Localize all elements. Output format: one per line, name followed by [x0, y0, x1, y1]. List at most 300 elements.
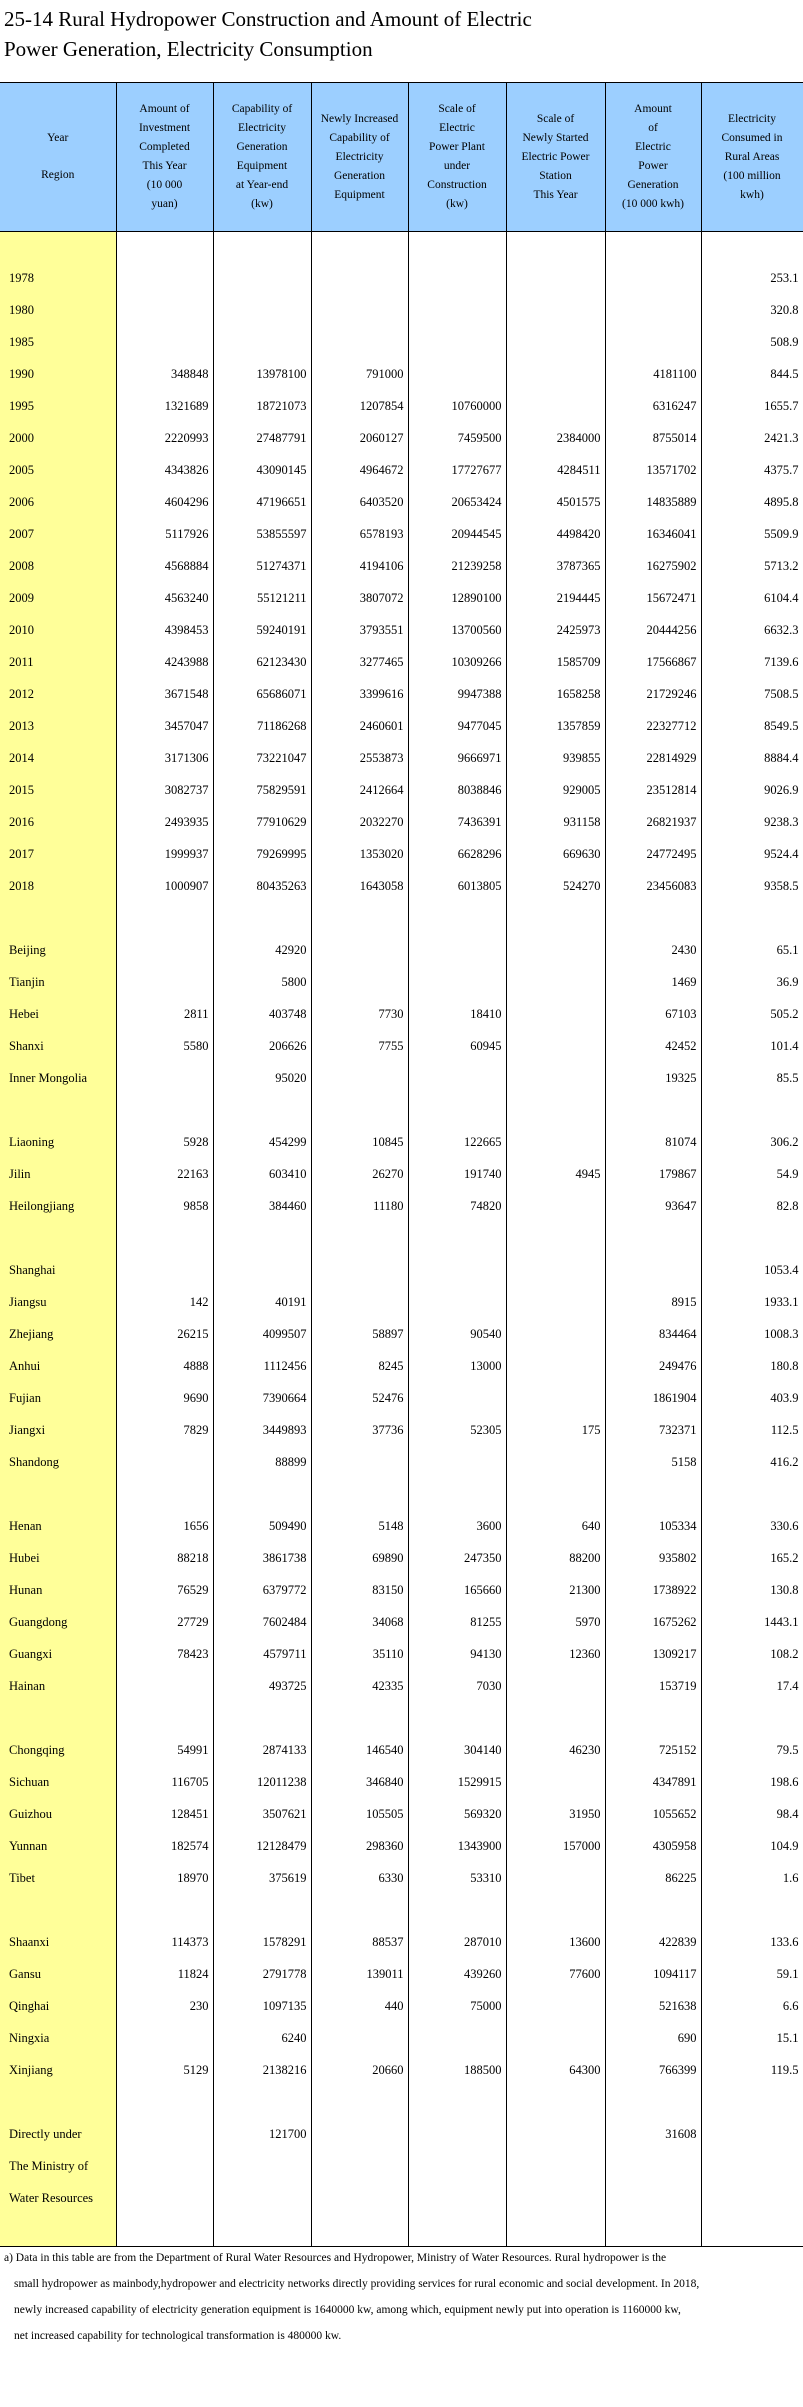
table-row [0, 742, 803, 774]
table-row [0, 1318, 803, 1350]
table-cell: 5580 [116, 1030, 213, 1062]
table-row [0, 1958, 803, 1990]
header-line: (kw) [446, 198, 468, 210]
table-cell: 2553873 [311, 742, 408, 774]
footnote-line: newly increased capability of electricity generation equipment is 1640000 kw, among which, equipment newly put into operation is 1160000 kw, [14, 2304, 681, 2316]
table-cell: 1094117 [605, 1958, 701, 1990]
table-cell [701, 1094, 803, 1126]
row-label: Jiangsu [0, 1286, 116, 1318]
table-cell: 7829 [116, 1414, 213, 1446]
table-cell [311, 2182, 408, 2214]
table-cell: 16346041 [605, 518, 701, 550]
table-cell: 6578193 [311, 518, 408, 550]
table-cell [408, 934, 506, 966]
table-cell: 1643058 [311, 870, 408, 902]
table-cell: 95020 [213, 1062, 311, 1094]
table-cell [213, 294, 311, 326]
row-label: Hainan [0, 1670, 116, 1702]
table-cell [408, 2150, 506, 2182]
table-cell [408, 326, 506, 358]
table-body [0, 232, 803, 2247]
header-line: Equipment [236, 160, 288, 172]
spacer-row [0, 902, 803, 934]
header-line: Generation [627, 179, 679, 191]
table-cell: 1321689 [116, 390, 213, 422]
header-line: (100 million [723, 169, 781, 182]
row-label: Hubei [0, 1542, 116, 1574]
table-cell: 1000907 [116, 870, 213, 902]
table-cell [408, 1062, 506, 1094]
table-cell [506, 934, 605, 966]
table-cell: 90540 [408, 1318, 506, 1350]
table-cell [116, 1670, 213, 1702]
row-label [0, 902, 116, 934]
table-cell [116, 1254, 213, 1286]
table-cell: 77910629 [213, 806, 311, 838]
table-cell: 2425973 [506, 614, 605, 646]
spacer-row [0, 1894, 803, 1926]
table-cell: 1207854 [311, 390, 408, 422]
table-cell [605, 902, 701, 934]
table-cell: 422839 [605, 1926, 701, 1958]
table-cell: 3600 [408, 1510, 506, 1542]
table-cell: 4343826 [116, 454, 213, 486]
table-cell: 27487791 [213, 422, 311, 454]
row-label: Guangxi [0, 1638, 116, 1670]
table-row [0, 1990, 803, 2022]
table-row [0, 806, 803, 838]
table-cell [506, 1318, 605, 1350]
table-cell: 3449893 [213, 1414, 311, 1446]
table-cell: 3787365 [506, 550, 605, 582]
table-cell: 128451 [116, 1798, 213, 1830]
table-row [0, 838, 803, 870]
table-cell: 7755 [311, 1030, 408, 1062]
table-cell: 94130 [408, 1638, 506, 1670]
table-cell: 6379772 [213, 1574, 311, 1606]
table-row [0, 1670, 803, 1702]
table-cell: 1343900 [408, 1830, 506, 1862]
header-column-4 [408, 83, 506, 232]
row-label: Hebei [0, 998, 116, 1030]
table-row [0, 1350, 803, 1382]
row-label: Heilongjiang [0, 1190, 116, 1222]
row-label: 2005 [0, 454, 116, 486]
row-label: 2008 [0, 550, 116, 582]
table-cell [311, 1286, 408, 1318]
table-cell: 7508.5 [701, 678, 803, 710]
table-cell: 12360 [506, 1638, 605, 1670]
spacer-row [0, 2214, 803, 2247]
table-cell: 3082737 [116, 774, 213, 806]
table-row [0, 294, 803, 326]
header-line: of [648, 122, 658, 134]
table-cell: 18970 [116, 1862, 213, 1894]
table-row [0, 422, 803, 454]
table-cell: 5129 [116, 2054, 213, 2086]
table-cell: 766399 [605, 2054, 701, 2086]
table-row [0, 1158, 803, 1190]
table-cell [506, 1382, 605, 1414]
table-cell: 4181100 [605, 358, 701, 390]
row-label: Water Resources [0, 2182, 116, 2214]
table-cell [213, 232, 311, 263]
table-cell [311, 966, 408, 998]
table-cell: 1353020 [311, 838, 408, 870]
table-cell: 7730 [311, 998, 408, 1030]
table-cell [408, 1286, 506, 1318]
table-cell: 59240191 [213, 614, 311, 646]
table-cell: 13571702 [605, 454, 701, 486]
row-label: 1978 [0, 262, 116, 294]
table-cell [701, 232, 803, 263]
table-cell: 4347891 [605, 1766, 701, 1798]
table-row [0, 966, 803, 998]
row-label: Jilin [0, 1158, 116, 1190]
header-line: Electric [635, 141, 671, 153]
table-cell: 6403520 [311, 486, 408, 518]
table-cell: 180.8 [701, 1350, 803, 1382]
table-cell: 175 [506, 1414, 605, 1446]
header-line: Electricity [238, 122, 286, 134]
row-label: The Ministry of [0, 2150, 116, 2182]
header-line: Rural Areas [724, 150, 780, 163]
table-cell: 3171306 [116, 742, 213, 774]
row-label: Hunan [0, 1574, 116, 1606]
header-line: Electricity [728, 112, 776, 125]
table-cell: 253.1 [701, 262, 803, 294]
table-cell: 23512814 [605, 774, 701, 806]
table-cell: 42452 [605, 1030, 701, 1062]
table-cell [213, 2182, 311, 2214]
spacer-row [0, 1094, 803, 1126]
table-cell [605, 232, 701, 263]
table-row [0, 710, 803, 742]
table-row [0, 1190, 803, 1222]
row-label: 2000 [0, 422, 116, 454]
row-label [0, 1894, 116, 1926]
header-line: Year [47, 132, 69, 144]
table-cell: 2430 [605, 934, 701, 966]
table-cell: 1658258 [506, 678, 605, 710]
table-cell: 4579711 [213, 1638, 311, 1670]
table-cell [605, 2214, 701, 2247]
table-cell [311, 1894, 408, 1926]
row-label: 1995 [0, 390, 116, 422]
table-cell [701, 2150, 803, 2182]
table-cell [506, 2022, 605, 2054]
table-row [0, 1446, 803, 1478]
table-cell: 15672471 [605, 582, 701, 614]
table-cell [116, 232, 213, 263]
table-cell: 9666971 [408, 742, 506, 774]
table-row [0, 774, 803, 806]
table-cell: 509490 [213, 1510, 311, 1542]
table-cell: 9947388 [408, 678, 506, 710]
table-cell [605, 2182, 701, 2214]
table-cell: 8884.4 [701, 742, 803, 774]
table-cell [213, 326, 311, 358]
table-cell: 2493935 [116, 806, 213, 838]
table-cell: 7139.6 [701, 646, 803, 678]
table-cell: 1933.1 [701, 1286, 803, 1318]
table-cell [506, 1862, 605, 1894]
header-line: Station [539, 169, 572, 182]
table-cell: 74820 [408, 1190, 506, 1222]
table-row [0, 934, 803, 966]
table-cell: 454299 [213, 1126, 311, 1158]
table-cell: 6013805 [408, 870, 506, 902]
table-cell [506, 966, 605, 998]
table-cell: 182574 [116, 1830, 213, 1862]
header-year-region [0, 83, 116, 232]
table-cell [311, 1446, 408, 1478]
table-cell: 834464 [605, 1318, 701, 1350]
table-cell: 43090145 [213, 454, 311, 486]
table-cell: 384460 [213, 1190, 311, 1222]
table-cell: 505.2 [701, 998, 803, 1030]
table-cell [701, 902, 803, 934]
table-cell: 493725 [213, 1670, 311, 1702]
row-label: 2006 [0, 486, 116, 518]
table-cell: 5713.2 [701, 550, 803, 582]
row-label [0, 1094, 116, 1126]
table-cell: 52305 [408, 1414, 506, 1446]
table-cell [506, 1190, 605, 1222]
row-label: Shandong [0, 1446, 116, 1478]
table-cell [213, 2214, 311, 2247]
table-row [0, 2150, 803, 2182]
table-cell [408, 1446, 506, 1478]
table-cell: 108.2 [701, 1638, 803, 1670]
table-cell: 114373 [116, 1926, 213, 1958]
table-cell: 2220993 [116, 422, 213, 454]
table-row [0, 614, 803, 646]
header-line: Construction [427, 179, 487, 191]
table-cell: 21729246 [605, 678, 701, 710]
table-row [0, 550, 803, 582]
header-column-1 [116, 83, 213, 232]
table-cell [605, 1222, 701, 1254]
table-cell: 191740 [408, 1158, 506, 1190]
table-cell: 1585709 [506, 646, 605, 678]
table-cell: 60945 [408, 1030, 506, 1062]
table-cell: 230 [116, 1990, 213, 2022]
table-cell: 85.5 [701, 1062, 803, 1094]
table-cell: 3671548 [116, 678, 213, 710]
table-cell: 142 [116, 1286, 213, 1318]
title-line-2: Power Generation, Electricity Consumption [4, 37, 373, 61]
table-cell: 1738922 [605, 1574, 701, 1606]
row-label: Inner Mongolia [0, 1062, 116, 1094]
table-cell [408, 1222, 506, 1254]
table-cell [408, 2182, 506, 2214]
table-cell: 53855597 [213, 518, 311, 550]
table-cell [506, 358, 605, 390]
header-column-3 [311, 83, 408, 232]
table-cell: 9026.9 [701, 774, 803, 806]
table-cell: 939855 [506, 742, 605, 774]
table-cell: 348848 [116, 358, 213, 390]
table-cell: 508.9 [701, 326, 803, 358]
table-cell [311, 1094, 408, 1126]
header-line: Region [41, 169, 75, 181]
table-row [0, 1030, 803, 1062]
table-cell: 6330 [311, 1862, 408, 1894]
table-cell: 20653424 [408, 486, 506, 518]
table-cell [116, 1094, 213, 1126]
table-cell: 93647 [605, 1190, 701, 1222]
header-line: Power [638, 160, 668, 172]
table-row [0, 358, 803, 390]
row-label: 2015 [0, 774, 116, 806]
table-cell [116, 2118, 213, 2150]
table-cell: 7030 [408, 1670, 506, 1702]
table-cell [408, 1094, 506, 1126]
table-cell: 9524.4 [701, 838, 803, 870]
table-cell [213, 1894, 311, 1926]
table-cell: 2138216 [213, 2054, 311, 2086]
table-row [0, 870, 803, 902]
row-label: Zhejiang [0, 1318, 116, 1350]
table-cell: 1655.7 [701, 390, 803, 422]
table-row [0, 998, 803, 1030]
row-label: 2007 [0, 518, 116, 550]
table-cell [506, 1062, 605, 1094]
table-cell [408, 1702, 506, 1734]
table-cell: 2412664 [311, 774, 408, 806]
table-cell: 105505 [311, 1798, 408, 1830]
table-cell: 440 [311, 1990, 408, 2022]
table-cell [506, 390, 605, 422]
spacer-row [0, 232, 803, 263]
table-cell: 3399616 [311, 678, 408, 710]
header-line: Completed [139, 141, 190, 153]
row-label: 2018 [0, 870, 116, 902]
row-label: Chongqing [0, 1734, 116, 1766]
table-cell [506, 1990, 605, 2022]
table-cell: 4604296 [116, 486, 213, 518]
table-cell: 935802 [605, 1542, 701, 1574]
header-line: Scale of [438, 103, 476, 115]
table-cell [116, 1222, 213, 1254]
table-cell [311, 902, 408, 934]
table-cell: 8245 [311, 1350, 408, 1382]
table-cell: 3457047 [116, 710, 213, 742]
header-line: Equipment [334, 188, 385, 201]
table-cell: 3793551 [311, 614, 408, 646]
header-line: This Year [142, 160, 187, 172]
table-row [0, 1510, 803, 1542]
table-cell: 9858 [116, 1190, 213, 1222]
table-cell [408, 262, 506, 294]
table-cell: 73221047 [213, 742, 311, 774]
table-cell [506, 1766, 605, 1798]
table-cell [311, 2118, 408, 2150]
table-cell: 929005 [506, 774, 605, 806]
row-label [0, 1702, 116, 1734]
table-row [0, 1542, 803, 1574]
table-cell [605, 1894, 701, 1926]
table-cell: 5117926 [116, 518, 213, 550]
page-title [4, 4, 532, 64]
table-row [0, 1286, 803, 1318]
table-cell: 2194445 [506, 582, 605, 614]
table-cell: 13000 [408, 1350, 506, 1382]
table-cell: 23456083 [605, 870, 701, 902]
table-row [0, 454, 803, 486]
table-cell [605, 2086, 701, 2118]
table-cell: 206626 [213, 1030, 311, 1062]
table-cell: 2060127 [311, 422, 408, 454]
table-cell: 17566867 [605, 646, 701, 678]
table-cell [506, 1126, 605, 1158]
table-cell: 69890 [311, 1542, 408, 1574]
table-row [0, 1254, 803, 1286]
table-cell: 5158 [605, 1446, 701, 1478]
spacer-row [0, 2086, 803, 2118]
header-line: Consumed in [721, 131, 783, 144]
table-cell: 14835889 [605, 486, 701, 518]
row-label: 2014 [0, 742, 116, 774]
table-cell [213, 1254, 311, 1286]
table-cell: 2874133 [213, 1734, 311, 1766]
header-column-7 [701, 83, 803, 232]
table-cell: 62123430 [213, 646, 311, 678]
table-cell: 725152 [605, 1734, 701, 1766]
table-cell: 4498420 [506, 518, 605, 550]
table-cell: 55121211 [213, 582, 311, 614]
table-cell [605, 1478, 701, 1510]
table-cell [213, 1702, 311, 1734]
table-cell: 1.6 [701, 1862, 803, 1894]
header-line: Scale of [536, 112, 575, 125]
header-line: Electricity [335, 150, 384, 163]
table-cell [408, 1894, 506, 1926]
table-cell [408, 1382, 506, 1414]
table-cell: 4568884 [116, 550, 213, 582]
table-cell [116, 1702, 213, 1734]
table-cell: 21300 [506, 1574, 605, 1606]
header-line: Amount [634, 103, 672, 115]
table-cell: 21239258 [408, 550, 506, 582]
table-cell: 122665 [408, 1126, 506, 1158]
table-cell [506, 1254, 605, 1286]
table-cell [605, 1702, 701, 1734]
row-label: 1980 [0, 294, 116, 326]
table-cell: 4284511 [506, 454, 605, 486]
table-cell: 791000 [311, 358, 408, 390]
table-cell: 10309266 [408, 646, 506, 678]
table-cell: 76529 [116, 1574, 213, 1606]
table-cell [506, 1670, 605, 1702]
table-cell: 7602484 [213, 1606, 311, 1638]
table-cell [311, 934, 408, 966]
row-label: Sichuan [0, 1766, 116, 1798]
table-cell [408, 966, 506, 998]
table-cell: 22163 [116, 1158, 213, 1190]
table-cell [701, 1478, 803, 1510]
header-column-2 [213, 83, 311, 232]
table-row [0, 1798, 803, 1830]
table-cell: 298360 [311, 1830, 408, 1862]
table-cell [311, 262, 408, 294]
header-line: Capability of [329, 131, 390, 144]
table-cell: 64300 [506, 2054, 605, 2086]
table-cell: 81074 [605, 1126, 701, 1158]
table-row [0, 2022, 803, 2054]
row-label: Gansu [0, 1958, 116, 1990]
